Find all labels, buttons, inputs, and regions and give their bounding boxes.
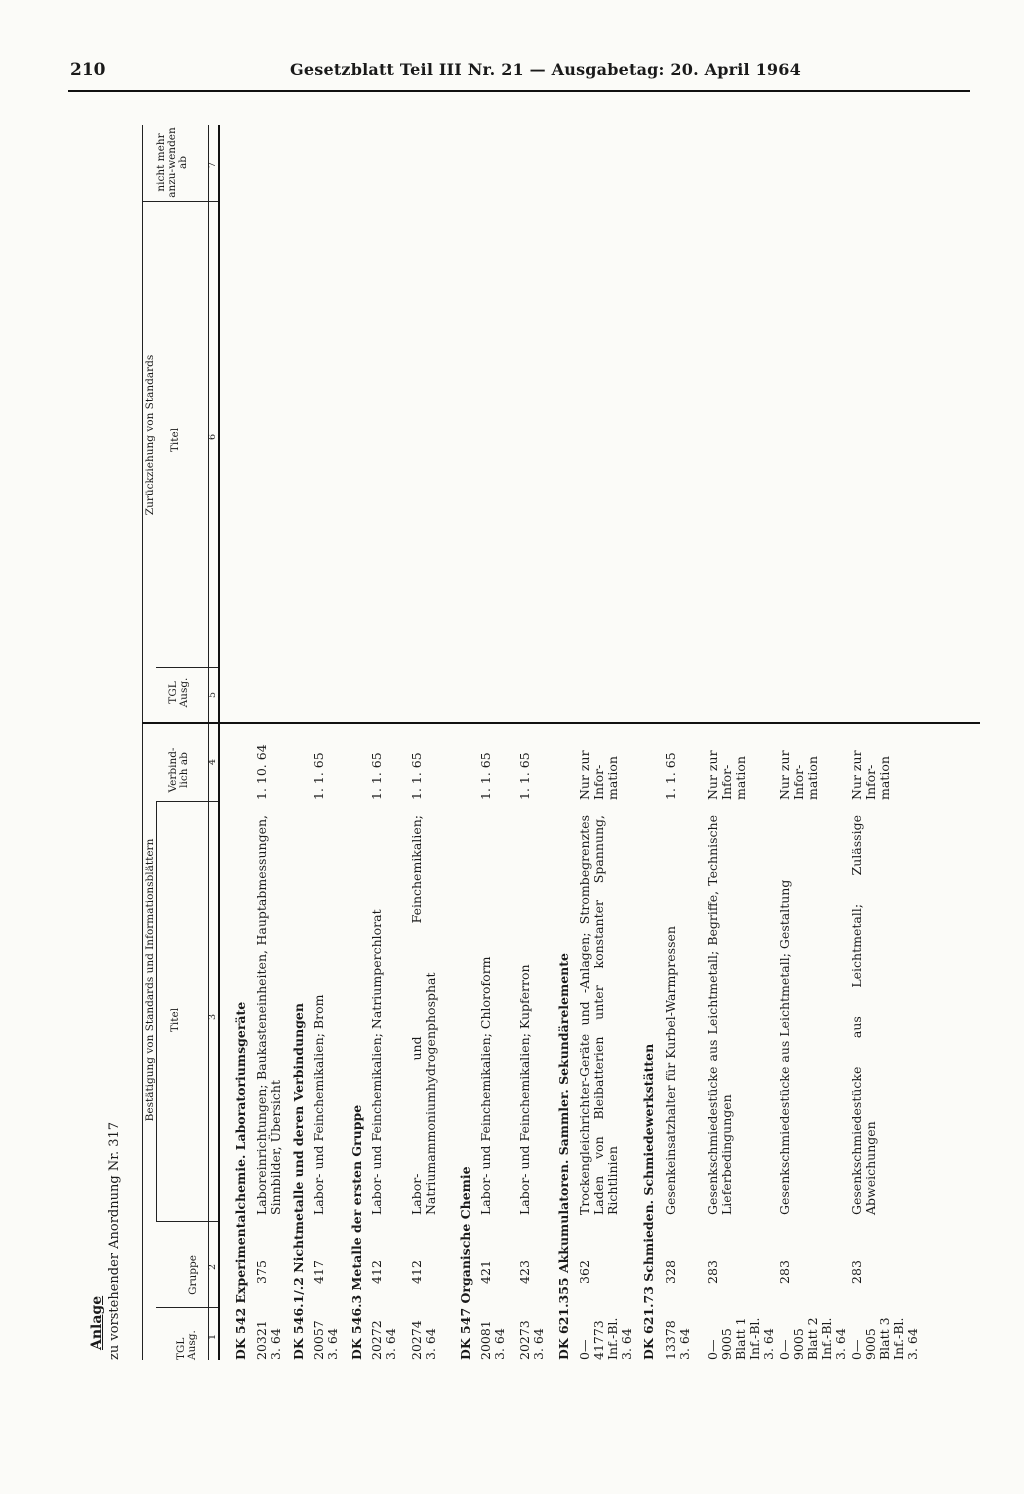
gruppe-number: 283	[705, 1260, 720, 1284]
standard-title: Labor- und Feinchemikalien; Natriumammoniumhydrogenphosphat	[409, 815, 438, 1215]
standard-title: Labor- und Feinchemikalien; Kupferron	[517, 964, 532, 1215]
colnum: 1	[207, 1333, 218, 1340]
verbindlich-date: 1. 1. 65	[517, 752, 532, 800]
gruppe-number: 412	[369, 1260, 384, 1284]
col-tgl2-header: TGL Ausg.	[167, 677, 190, 708]
colnum: 3	[207, 1013, 218, 1020]
verbindlich-date: 1. 1. 65	[311, 752, 326, 800]
tgl-number: 0—9005 Blatt 1 Inf.-Bl. 3. 64	[705, 1317, 776, 1360]
tgl-number: 20273 3. 64	[517, 1320, 546, 1360]
tgl-number: 0—9005 Blatt 2 Inf.-Bl. 3. 64	[777, 1317, 848, 1360]
section-heading: DK 542 Experimentalchemie. Laboratoriumsgeräte	[233, 1001, 248, 1360]
page-header	[0, 0, 1024, 100]
section-heading: DK 621.73 Schmieden. Schmiedewerkstätten	[641, 1043, 656, 1360]
running-title: Gesetzblatt Teil III Nr. 21 — Ausgabetag: 20. April 1964	[290, 60, 801, 79]
tgl-number: 20274 3. 64	[409, 1320, 438, 1360]
verbindlich-date: Nur zur Infor- mation	[705, 750, 748, 800]
verbindlich-date: Nur zur Infor- mation	[849, 750, 892, 800]
standard-title: Gesenkeinsatzhalter für Kurbel-Warmpressen	[663, 926, 678, 1215]
gruppe-number: 375	[254, 1260, 269, 1284]
section-heading: DK 621.355 Akkumulatoren. Sammler. Sekundärelemente	[556, 953, 571, 1360]
section-heading: DK 547 Organische Chemie	[458, 1166, 473, 1360]
colnum: 2	[207, 1263, 218, 1270]
verbindlich-date: Nur zur Infor- mation	[777, 750, 820, 800]
standard-title: Labor- und Feinchemikalien; Chloroform	[478, 956, 493, 1215]
tgl-number: 20057 3. 64	[311, 1320, 340, 1360]
verbindlich-date: 1. 10. 64	[254, 744, 269, 800]
col-sep	[156, 1221, 218, 1222]
verbindlich-date: 1. 1. 65	[409, 752, 424, 800]
group1-underline	[156, 802, 157, 1222]
col-titel2-header: Titel	[169, 427, 181, 453]
tgl-number: 0—41773 Inf.-Bl. 3. 64	[577, 1317, 634, 1360]
tgl-number: 20081 3. 64	[478, 1320, 507, 1360]
gruppe-number: 412	[409, 1260, 424, 1284]
anlage-title: Anlage	[89, 1295, 105, 1350]
verbindlich-date: 1. 1. 65	[478, 752, 493, 800]
col-sep	[156, 1307, 218, 1308]
verbindlich-date: 1. 1. 65	[369, 752, 384, 800]
col-tgl-header: TGL Ausg.	[175, 1330, 198, 1360]
gruppe-number: 421	[478, 1260, 493, 1284]
colnum: 4	[207, 758, 218, 765]
colnum-rule	[218, 125, 220, 1360]
tgl-number: 13378 3. 64	[663, 1320, 692, 1360]
gruppe-number: 283	[777, 1260, 792, 1284]
anlage-subtitle: zu vorstehender Anordnung Nr. 317	[107, 1121, 122, 1360]
group1-header: Bestätigung von Standards und Informationsblättern	[144, 838, 156, 1122]
colnum: 5	[207, 691, 218, 698]
gruppe-number: 328	[663, 1260, 678, 1284]
verbindlich-date: Nur zur Infor- mation	[577, 750, 620, 800]
gruppe-number: 283	[849, 1260, 864, 1284]
tgl-number: 20272 3. 64	[369, 1320, 398, 1360]
standard-title: Labor- und Feinchemikalien; Brom	[311, 994, 326, 1215]
gruppe-number: 362	[577, 1260, 592, 1284]
rotated-table-area	[90, 125, 980, 1360]
table-top-rule	[142, 125, 143, 1360]
section-heading: DK 546.1/.2 Nichtmetalle und deren Verbindungen	[291, 1003, 306, 1360]
col-sep	[156, 667, 218, 668]
col-nichtmehr-header: nicht mehr anzu-wenden ab	[155, 127, 189, 198]
standard-title: Laboreinrichtungen; Baukasteneinheiten, Hauptabmessungen, Sinnbilder, Übersicht	[254, 815, 283, 1215]
colnum: 7	[207, 161, 218, 168]
col-sep	[156, 801, 218, 802]
col-titel-header: Titel	[169, 1007, 181, 1033]
header-bottom-rule	[208, 125, 209, 1360]
verbindlich-date: 1. 1. 65	[663, 752, 678, 800]
col-sep	[142, 201, 218, 202]
col-gruppe-header: Gruppe	[187, 1255, 199, 1295]
group2-header: Zurückziehung von Standards	[144, 354, 156, 516]
page-number: 210	[70, 60, 106, 80]
group-divider	[142, 722, 980, 724]
header-rule	[68, 90, 970, 92]
gruppe-number: 417	[311, 1260, 326, 1284]
standard-title: Gesenkschmiedestücke aus Leichtmetall; Begriffe, Technische Lieferbedingungen	[705, 815, 734, 1215]
standard-title: Labor- und Feinchemikalien; Natriumperchlorat	[369, 909, 384, 1215]
standard-title: Gesenkschmiedestücke aus Leichtmetall; Gestaltung	[777, 879, 792, 1215]
tgl-number: 20321 3. 64	[254, 1320, 283, 1360]
gruppe-number: 423	[517, 1260, 532, 1284]
tgl-number: 0—9005 Blatt 3 Inf.-Bl. 3. 64	[849, 1317, 920, 1360]
section-heading: DK 546.3 Metalle der ersten Gruppe	[349, 1104, 364, 1360]
colnum: 6	[207, 433, 218, 440]
standard-title: Gesenkschmiedestücke aus Leichtmetall; Zulässige Abweichungen	[849, 815, 878, 1215]
col-verbindlich-header: Verbind-lich ab	[167, 747, 190, 793]
standard-title: Trockengleichrichter-Geräte und -Anlagen; Strombegrenztes Laden von Bleibatterien unter konstanter Spannung, Richtlinien	[577, 815, 620, 1215]
